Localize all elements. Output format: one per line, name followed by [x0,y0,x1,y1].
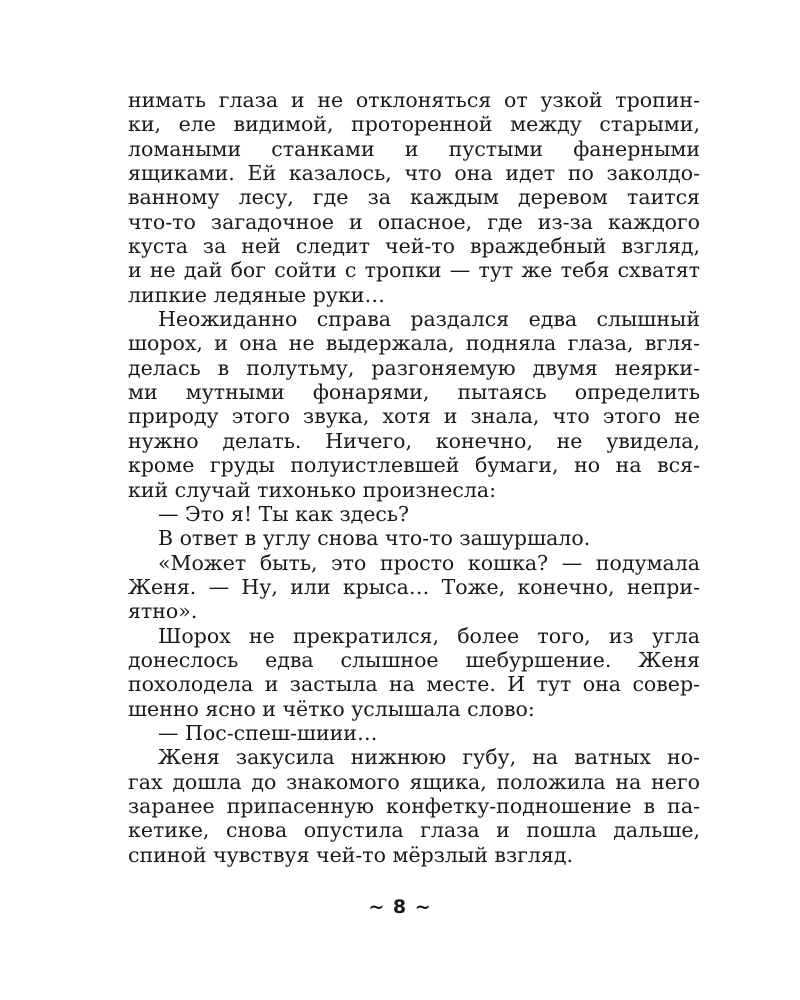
text-line: — Это я! Ты как здесь? [158,501,410,526]
text-line: кетике, снова опустила глаза и пошла дальше, [128,818,700,843]
text-line: ломаными станками и пустыми фанерными [128,136,700,161]
text-line: похолодела и застыла на месте. И тут она совер- [128,672,700,697]
text-line: заранее припасенную конфетку-подношение в па- [128,793,700,818]
page-body [128,88,700,867]
text-line: Женя закусила нижнюю губу, на ватных но- [158,745,700,770]
text-line: донеслось едва слышное шебуршение. Женя [128,647,700,672]
text-line: ванному лесу, где за каждым деревом таится [128,185,700,210]
text-line: шорох, и она не выдержала, подняла глаза, вгля- [128,331,700,356]
text-line: ми мутными фонарями, пытаясь определить [128,380,700,405]
text-line: нимать глаза и не отклоняться от узкой тропин- [128,88,700,112]
text-line: шенно ясно и чётко услышала слово: [128,696,535,721]
text-line: что-то загадочное и опасное, где из-за каждого [128,209,700,234]
text-line: ки, еле видимой, проторенной между старыми, [128,112,700,137]
text-line: ятно». [128,599,198,624]
text-line: — Пос-спеш-шиии… [158,720,378,745]
text-line: куста за ней следит чей-то враждебный взгляд, [128,234,700,259]
text-line: В ответ в углу снова что-то зашуршало. [158,526,591,551]
text-line: кроме груды полуистлевшей бумаги, но на вся- [128,453,700,478]
text-line: Неожиданно справа раздался едва слышный [158,307,700,332]
text-line: и не дай бог сойти с тропки — тут же тебя схватят [128,258,700,283]
text-line: природу этого звука, хотя и знала, что этого не [128,404,700,429]
text-line: Шорох не прекратился, более того, из угла [158,623,700,648]
page-number: ~ 8 ~ [368,896,432,918]
text-line: липкие ледяные руки… [128,282,385,307]
text-line: ящиками. Ей казалось, что она идет по заколдо- [128,161,700,186]
text-line: Женя. — Ну, или крыса… Тоже, конечно, непри- [128,574,700,599]
text-line: «Может быть, это просто кошка? — подумала [158,550,700,575]
text-line: спиной чувствуя чей-то мёрзлый взгляд. [128,842,573,867]
text-line: нужно делать. Ничего, конечно, не увидела, [128,428,700,453]
text-line: гах дошла до знакомого ящика, положила на него [128,769,700,794]
text-line: делась в полутьму, разгоняемую двумя неярки- [128,355,700,380]
text-line: кий случай тихонько произнесла: [128,477,496,502]
